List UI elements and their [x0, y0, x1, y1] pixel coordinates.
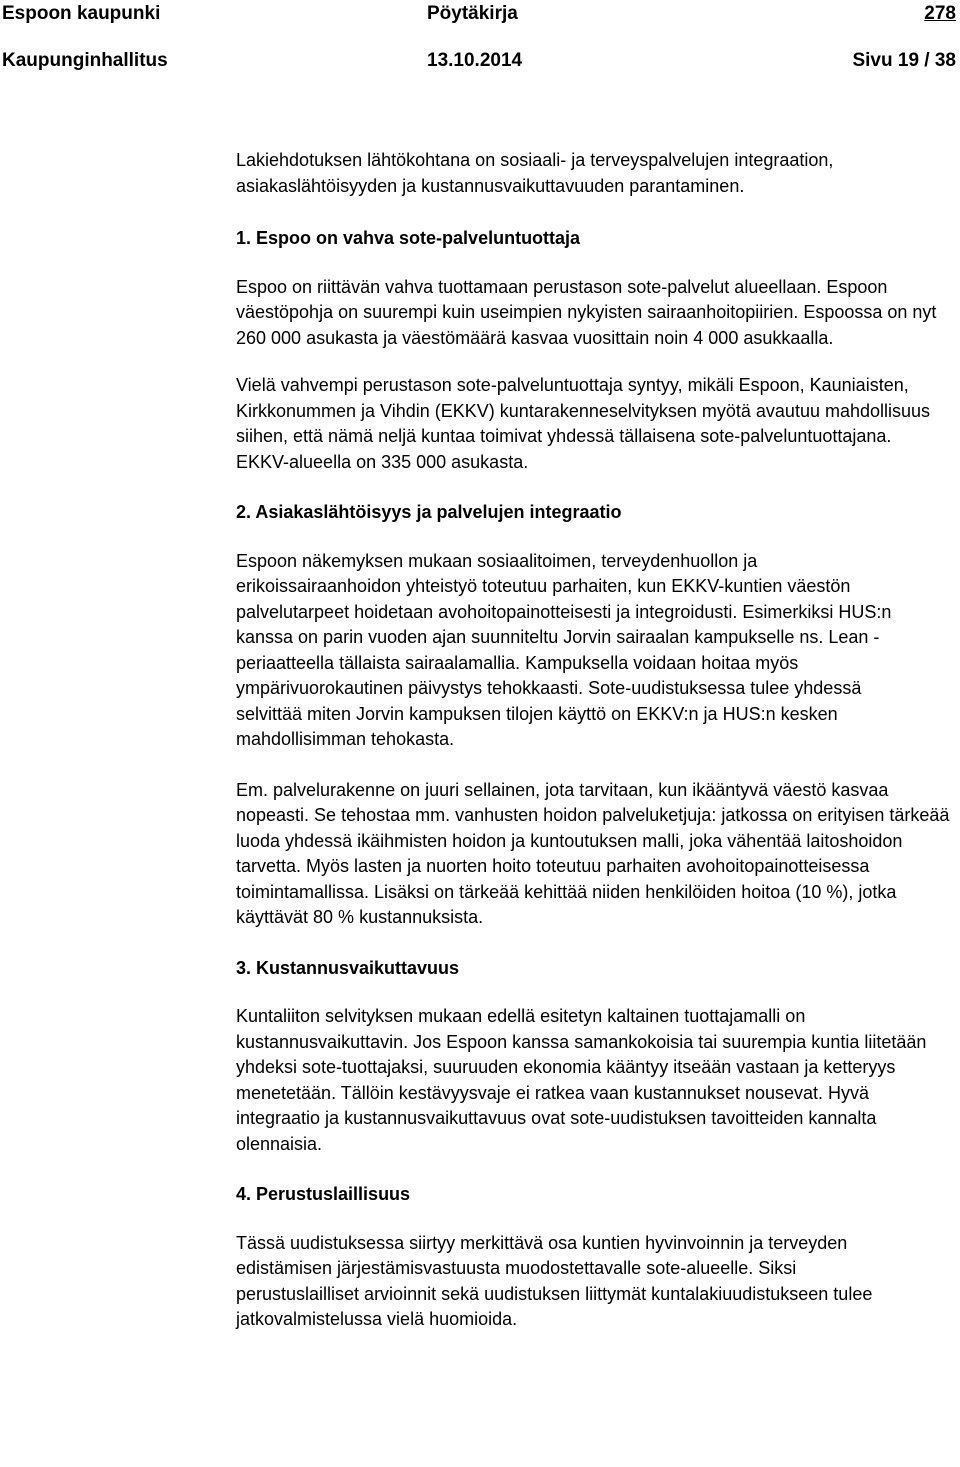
section-4: [236, 1182, 952, 1333]
section-1: [236, 226, 952, 475]
section-2: [236, 500, 952, 931]
section-paragraph: Vielä vahvempi perustason sote-palveluntuottaja syntyy, mikäli Espoon, Kauniaisten, Kirkkonummen ja Vihdin (EKKV) kuntarakenneselvityksen myötä avautuu mahdollisuus siihen, että nämä neljä kuntaa toimivat yhdessä tällaisena sote-palveluntuottajana. EKKV-alueella on 335 000 asukasta.: [236, 375, 931, 472]
section-heading: 3. Kustannusvaikuttavuus: [236, 957, 460, 978]
governing-body: Kaupunginhallitus: [2, 50, 168, 71]
document-number: 278: [924, 3, 956, 24]
section-heading: 1. Espoo on vahva sote-palveluntuottaja: [236, 228, 581, 248]
section-paragraph: Kuntaliiton selvityksen mukaan edellä esitetyn kaltainen tuottajamalli on kustannusvaikuttavin. Jos Espoon kanssa samankokoisia tai suurempia kuntia liitetään yhdeksi sote-tuottajaksi, suuruuden ekonomia kääntyy itseään vastaan ja ketteryys menetetään. Tällöin kestävyysvaje ei ratkea vaan kustannukset nousevat. Hyvä integraatio ja kustannusvaikuttavuus ovat sote-uudistuksen tavoitteiden kannalta olennaisia.: [236, 1006, 927, 1154]
intro-paragraph: Lakiehdotuksen lähtökohtana on sosiaali- ja terveyspalvelujen integraation, asiakaslähtöisyyden ja kustannusvaikuttavuuden parantaminen.: [236, 150, 834, 196]
page-number: Sivu 19 / 38: [852, 50, 956, 71]
section-paragraph: Espoon näkemyksen mukaan sosiaalitoimen, terveydenhuollon ja erikoissairaanhoidon yhteistyö toteutuu parhaiten, kun EKKV-kuntien väestön palvelutarpeet hoidetaan avohoitopainotteisesti ja integroidusti. Esimerkiksi HUS:n kanssa on parin vuoden ajan suunniteltu Jorvin sairaalan kampukselle ns. Lean - periaatteella tällaista sairaalamallia. Kampuksella voidaan hoitaa myös ympärivuorokautinen päivystys tehokkaasti. Sote-uudistuksessa tulee yhdessä selvittää miten Jorvin kampuksen tilojen käyttö on EKKV:n ja HUS:n kesken mahdollisimman tehokasta.: [236, 550, 892, 749]
meeting-date: 13.10.2014: [427, 50, 523, 71]
organization-name: Espoon kaupunki: [2, 3, 161, 24]
page-header: [0, 0, 960, 80]
section-paragraph: Em. palvelurakenne on juuri sellainen, jota tarvitaan, kun ikääntyvä väestö kasvaa nopeasti. Se tehostaa mm. vanhusten hoidon palveluketjuja: jatkossa on erityisen tärkeää luoda yhdessä ikäihmisten hoidon ja kuntoutuksen malli, joka vähentää laitoshoidon tarvetta. Myös lasten ja nuorten hoito toteutuu parhaiten avohoitopainotteisessa toimintamallissa. Lisäksi on tärkeää kehittää niiden henkilöiden hoitoa (10 %), jotka käyttävät 80 % kustannuksista.: [236, 779, 950, 927]
document-body: [236, 148, 952, 1333]
section-heading: 4. Perustuslaillisuus: [236, 1184, 411, 1204]
section-paragraph: Espoo on riittävän vahva tuottamaan perustason sote-palvelut alueellaan. Espoon väestöpohja on suurempi kuin useimpien nykyisten sairaanhoitopiirien. Espoossa on nyt 260 000 asukasta ja väestömäärä kasvaa vuosittain noin 4 000 asukkaalla.: [236, 276, 937, 348]
section-3: [236, 956, 952, 1158]
section-heading: 2. Asiakaslähtöisyys ja palvelujen integraatio: [236, 502, 622, 522]
document-type: Pöytäkirja: [427, 3, 518, 24]
section-paragraph: Tässä uudistuksessa siirtyy merkittävä osa kuntien hyvinvoinnin ja terveyden edistämisen järjestämisvastuusta muodostettavalle sote-alueelle. Siksi perustuslailliset arvioinnit sekä uudistuksen liittymät kuntalakiuudistukseen tulee jatkovalmistelussa vielä huomioida.: [236, 1232, 873, 1329]
